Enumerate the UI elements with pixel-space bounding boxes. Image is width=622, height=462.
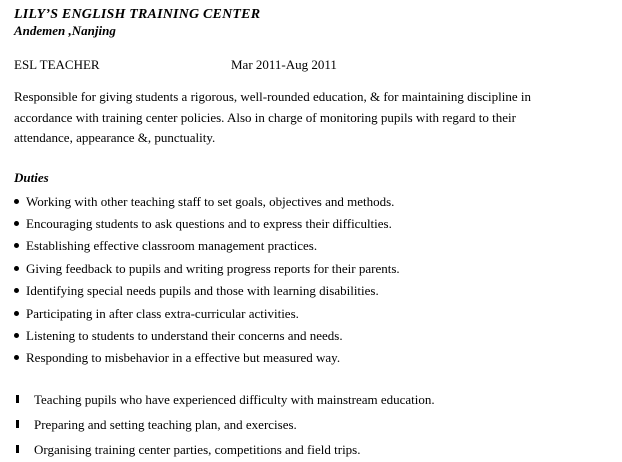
duty-item (14, 303, 608, 325)
duties-list (14, 191, 608, 370)
duty-item-text: Participating in after class extra-curricular activities. (26, 305, 299, 321)
job-dates: Mar 2011-Aug 2011 (231, 57, 337, 72)
additional-duties-list (14, 387, 608, 462)
duty-item (14, 280, 608, 302)
duty-item-text: Identifying special needs pupils and those with learning disabilities. (26, 283, 379, 299)
additional-duty-item-text: Preparing and setting teaching plan, and exercises. (34, 416, 297, 432)
additional-duty-item (16, 437, 608, 462)
job-summary-paragraph: Responsible for giving students a rigorous, well-rounded education, & for maintaining discipline in accordance with training center policies. Also in charge of monitoring pupils with regard to their attendance, appearance &, punctuality. (14, 89, 532, 145)
duties-heading: Duties (14, 169, 49, 185)
round-bullet-icon (14, 355, 19, 360)
job-title: ESL TEACHER (14, 57, 100, 72)
round-bullet-icon (14, 266, 19, 271)
duty-item (14, 347, 608, 369)
duty-item (14, 213, 608, 235)
duty-item-text: Responding to misbehavior in a effective but measured way. (26, 350, 341, 366)
round-bullet-icon (14, 221, 19, 226)
round-bullet-icon (14, 288, 19, 293)
round-bullet-icon (14, 311, 19, 316)
duty-item-text: Establishing effective classroom management practices. (26, 238, 318, 254)
additional-duty-item (16, 387, 608, 412)
duty-item (14, 235, 608, 257)
bar-bullet-icon (16, 420, 19, 428)
company-location: Andemen ,Nanjing (14, 23, 116, 38)
duty-item-text: Encouraging students to ask questions and to express their difficulties. (26, 215, 392, 231)
additional-duty-item-text: Teaching pupils who have experienced difficulty with mainstream education. (34, 391, 435, 407)
additional-duty-item (16, 412, 608, 437)
duty-item-text: Working with other teaching staff to set goals, objectives and methods. (26, 193, 395, 209)
duty-item-text: Giving feedback to pupils and writing progress reports for their parents. (26, 260, 400, 276)
duty-item-text: Listening to students to understand their concerns and needs. (26, 327, 343, 343)
duty-item (14, 325, 608, 347)
job-header-row (14, 57, 608, 73)
round-bullet-icon (14, 199, 19, 204)
company-name: LILY’S ENGLISH TRAINING CENTER (14, 7, 261, 22)
round-bullet-icon (14, 333, 19, 338)
round-bullet-icon (14, 243, 19, 248)
duty-item (14, 191, 608, 213)
bar-bullet-icon (16, 445, 19, 453)
additional-duty-item-text: Organising training center parties, competitions and field trips. (34, 441, 361, 457)
bar-bullet-icon (16, 395, 19, 403)
duty-item (14, 258, 608, 280)
